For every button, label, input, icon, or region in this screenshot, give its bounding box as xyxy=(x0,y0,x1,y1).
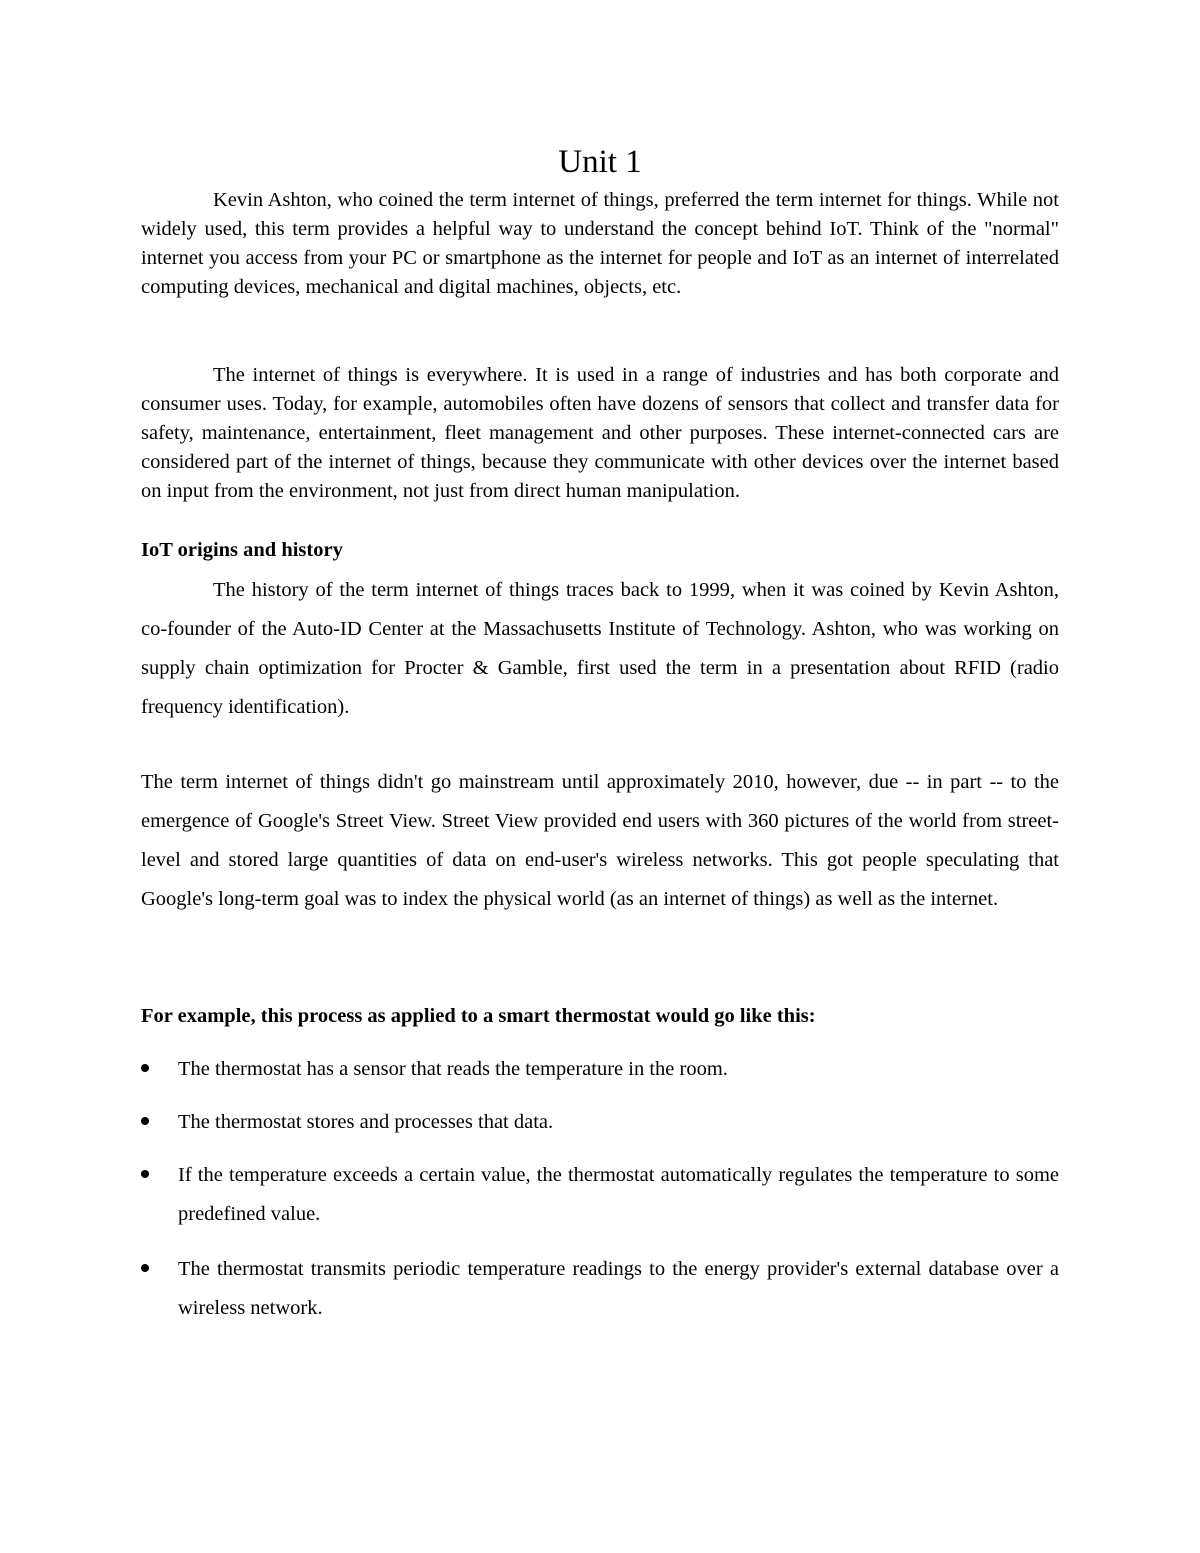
page-title: Unit 1 xyxy=(558,144,642,180)
intro-paragraph: Kevin Ashton, who coined the term internet of things, preferred the term internet for things. While not widely used, this term provides a helpful way to understand the concept behind IoT. Think of the "normal" internet you access from your PC or smartphone as the internet for people and IoT as an internet of interrelated computing devices, mechanical and digital machines, objects, etc. xyxy=(141,189,1059,298)
example-heading: For example, this process as applied to a smart thermostat would go like this: xyxy=(141,1005,816,1027)
list-item-text: The thermostat transmits periodic temperature readings to the energy provider's external database over a wireless network. xyxy=(178,1258,1059,1319)
section-heading: IoT origins and history xyxy=(141,539,343,561)
list-item-text: If the temperature exceeds a certain value, the thermostat automatically regulates the temperature to some predefined value. xyxy=(178,1164,1059,1225)
bullet-icon xyxy=(141,1064,149,1072)
history-paragraph: The history of the term internet of things traces back to 1999, when it was coined by Kevin Ashton, co-founder of the Auto-ID Center at the Massachusetts Institute of Technology. Ashton, who was working on supply chain optimization for Procter & Gamble, first used the term in a presentation about RFID (radio frequency identification). xyxy=(141,579,1059,718)
list-item-text: The thermostat has a sensor that reads the temperature in the room. xyxy=(178,1058,728,1080)
everywhere-paragraph: The internet of things is everywhere. It is used in a range of industries and has both corporate and consumer uses. Today, for example, automobiles often have dozens of sensors that collect and transfer data for safety, maintenance, entertainment, fleet management and other purposes. These internet-connected cars are considered part of the internet of things, because they communicate with other devices over the internet based on input from the environment, not just from direct human manipulation. xyxy=(141,364,1059,502)
bullet-icon xyxy=(141,1264,149,1272)
mainstream-paragraph: The term internet of things didn't go mainstream until approximately 2010, however, due -- in part -- to the emergence of Google's Street View. Street View provided end users with 360 pictures of the world from street-level and stored large quantities of data on end-user's wireless networks. This got people speculating that Google's long-term goal was to index the physical world (as an internet of things) as well as the internet. xyxy=(141,771,1059,910)
bullet-icon xyxy=(141,1117,149,1125)
bullet-icon xyxy=(141,1170,149,1178)
list-item-text: The thermostat stores and processes that data. xyxy=(178,1111,554,1133)
